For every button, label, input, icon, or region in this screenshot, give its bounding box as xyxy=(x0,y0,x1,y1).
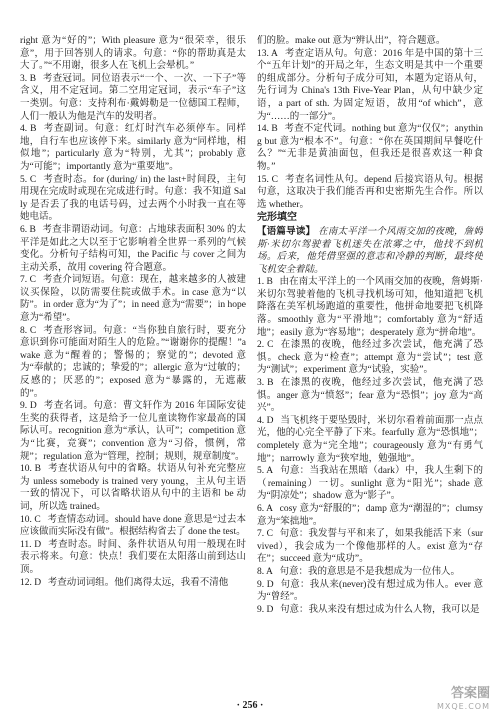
answer-number: 6. A xyxy=(257,503,273,514)
answer-explanation: 考查形容词。句意：“当你独自旅行时，要充分意识到你可能面对陌生人的危险。”“谢谢你的提醒！”awake 意为“醒着的；警惕的；察觉的”；devoted 意为“奉献的；忠诚的；挚爱的”；allergic 意为“过敏的；反感的；厌恶的”；exposed 意为“暴露的，无遮蔽的”。 xyxy=(20,325,246,399)
answer-number: 8. C xyxy=(20,325,37,336)
answer-number: 3. B xyxy=(20,73,37,84)
answer-explanation: right 意为“好的”；With pleasure 意为“很荣幸，很乐意”，用于回答别人的请求。句意：“你的帮助真是太大了。”“不用谢，很多人在飞机上会晕机。” xyxy=(20,36,246,72)
answer-number: 7. C xyxy=(20,275,37,286)
answer-explanation: 句意：我从来没有想过成为什么人物，我可以是 xyxy=(280,604,480,615)
answer-item xyxy=(20,123,246,173)
answer-number: 1. B xyxy=(257,277,273,288)
answer-explanation: 考查介词短语。句意：现在，越来越多的人被建议买保险，以防需要住院或做手术。in case 意为“以防”。in order 意为“为了”；in need 意为“需要”；in hope 意为“希望”。 xyxy=(20,275,246,324)
answer-number: 11. D xyxy=(20,539,42,550)
cloze-item xyxy=(257,579,483,604)
answer-number: 10. C xyxy=(20,514,41,525)
answer-item xyxy=(257,48,483,124)
answer-explanation: 考查副词。句意：红灯时汽车必须停车。同样地，自行车也应该停下来。similarly 意为“同样地，相似地”；particularly 意为“特别，尤其”；probably 意为“可能”；importantly 意为“重要地”。 xyxy=(20,124,246,172)
answer-number: 9. D xyxy=(257,579,274,590)
answer-item xyxy=(257,123,483,173)
site-watermark xyxy=(410,686,490,716)
answer-number: 4. B xyxy=(20,124,37,135)
answer-explanation: 考查冠词。同位语表示“一个、一次、一下子”等含义，用不定冠词。第二空用定冠词，表示“车子”这一类别。句意：支持利布·戴姆勒是一位德国工程师，人们一般认为他是汽车的发明者。 xyxy=(20,73,246,122)
answer-number: 14. B xyxy=(257,124,278,135)
answer-item xyxy=(20,539,246,577)
answer-explanation: 考查不定代词。nothing but 意为“仅仅”；anything but 意为“根本不”。句意：“你在英国期间早餐吃什么？”“无非是黄油面包，但我还是很喜欢这一种食物。” xyxy=(257,124,483,172)
answer-number: 2. C xyxy=(257,340,274,351)
cloze-item xyxy=(257,528,483,566)
answer-explanation: 考查非谓语动词。句意：占地球表面积 30% 的太平洋是如此之大以至于它影响着全世界一系列的气候变化。分析句子结构可知，the Pacific 与 cover 之间为主动关系，故用 covering 符合题意。 xyxy=(20,224,246,273)
answer-explanation: 考查名词。句意：曹文轩作为 2016 年国际安徒生奖的获得者，这是给予一位儿童读物作家最高的国际认可。recognition 意为“承认，认可”；competition 意为“比赛，竞赛”；convention 意为“习俗，惯例，常规”；regulation 意为“管理，控制；规则，规章制度”。 xyxy=(20,401,246,462)
watermark-site: MXQE.COM xyxy=(436,702,490,711)
answer-explanation: 当飞机终于要坠毁时，米切尔看着前面那一点点光，他的心完全平静了下来。fearfully 意为“恐惧地”；completely 意为“完全地”；courageously 意为“有勇气地”；narrowly 意为“狭窄地，勉强地”。 xyxy=(257,415,483,464)
cloze-item xyxy=(257,503,483,528)
cloze-item xyxy=(257,415,483,465)
answer-explanation: 考查情态动词。should have done 意思是“过去本应该做而实际没有做”。根据结构省去了 done the test。 xyxy=(20,514,246,538)
left-column xyxy=(20,35,246,695)
answer-explanation: 在漆黑的夜晚，他经过多次尝试，他充满了恐惧。anger 意为“愤怒”；fear 意为“恐惧”；joy 意为“高兴”。 xyxy=(257,378,483,414)
answer-explanation: 们的脸。make out 意为“辨认出”，符合题意。 xyxy=(257,36,446,46)
passage-guide-label: 【语篇导读】 xyxy=(257,226,316,237)
answer-explanation: 在漆黑的夜晚，他经过多次尝试，他充满了恐惧。check 意为“检查”；attempt 意为“尝试”；test 意为“测试”；experiment 意为“试验，实验”。 xyxy=(257,340,483,376)
answer-item xyxy=(20,400,246,463)
right-column xyxy=(257,35,483,695)
answer-item xyxy=(20,35,246,73)
section-heading: 完形填空 xyxy=(257,212,297,224)
cloze-item xyxy=(257,604,483,617)
cloze-item xyxy=(257,276,483,339)
answer-number: 9. D xyxy=(257,604,274,615)
answer-number: 6. B xyxy=(20,224,36,235)
cloze-item xyxy=(257,339,483,377)
answer-item xyxy=(257,174,483,212)
answer-explanation: 句意：我从来(never)没有想过成为伟人。ever 意为“曾经”。 xyxy=(257,579,483,603)
answer-explanation: 考查动词词组。他们离得太远，我看不清他 xyxy=(47,577,229,588)
answer-number: 12. D xyxy=(20,577,42,588)
answer-number: 7. C xyxy=(257,529,273,540)
answer-explanation: 考查时态。for (during/ in) the last+时间段，主句用现在完成时或现在完成进行时。句意：我不知道 Sally 是否丢了我的电话号码，过去两个小时我一直在等她电话。 xyxy=(20,174,246,223)
cloze-item xyxy=(257,465,483,503)
answer-explanation: 句意：我的意思是不是我想成为一位伟人。 xyxy=(279,566,460,577)
answer-number: 4. D xyxy=(257,415,274,426)
answer-explanation: 由在南太平洋上的一个风雨交加的夜晚，詹姆斯·米切尔驾驶着他的飞机寻找机场可知，他知道把飞机降落在美军机场跑道的重要性，他拼命地要把飞机降落。smoothly 意为“平滑地”；comfortably 意为“舒适地”；easily 意为“容易地”；desperately 意为“拼命地”。 xyxy=(257,277,483,338)
answer-explanation: 考查定语从句。句意：2016 年是中国的第十三个“五年计划”的开局之年，生态文明是其中一个重要的组成部分。分析句子成分可知，本题为定语从句，先行词为 China's 13th Five-Year Plan，从句中缺少定语，a part of sth. 为固定短语，故用“of which”，意为“……的一部分”。 xyxy=(257,48,483,122)
answer-number: 13. A xyxy=(257,48,278,59)
answer-item xyxy=(20,174,246,224)
answer-number: 9. D xyxy=(20,401,37,412)
answer-item xyxy=(20,224,246,274)
answer-number: 10. B xyxy=(20,464,42,475)
answer-explanation: 考查时态。时间、条件状语从句用一般现在时表示将来。句意：快点！我们要在太阳落山前到达山顶。 xyxy=(20,539,246,575)
answer-item xyxy=(20,73,246,123)
answer-explanation: 句意：我发誓与平和来了，如果我能活下来（survived），我会成为一个像他那样的人。exist 意为“存在”；succeed 意为“成功”。 xyxy=(257,529,483,565)
passage-guide-text: 在南太平洋一个风雨交加的夜晚，詹姆斯·米切尔驾驶着飞机迷失在浓雾之中，他找不到机场。后来，他凭借坚强的意志和冷静的判断，最终使飞机安全着陆。 xyxy=(257,226,483,275)
answer-number: 15. C xyxy=(257,174,278,185)
answer-explanation: 考查名词性从句。depend 后接宾语从句。根据句意，这取决于我们能否再和史密斯先生合作。所以选 whether。 xyxy=(257,174,483,210)
passage-guide xyxy=(257,226,483,276)
cloze-item xyxy=(257,377,483,415)
answer-number: 3. B xyxy=(257,378,274,389)
answer-explanation: 句意：当我站在黑暗（dark）中，我人生剩下的（remaining）一切。sunlight 意为“阳光”；shade 意为“阴凉处”；shadow 意为“影子”。 xyxy=(257,466,483,502)
answer-number: 8. A xyxy=(257,566,273,577)
page-number: · 256 · xyxy=(236,700,264,711)
answer-item xyxy=(20,325,246,401)
answer-item xyxy=(20,577,246,590)
answer-number: 5. C xyxy=(20,174,37,185)
answer-item xyxy=(257,35,483,48)
cloze-item xyxy=(257,566,483,579)
watermark-brand: 答案圈 xyxy=(450,686,490,701)
answer-number: 5. A xyxy=(257,466,274,477)
answer-item xyxy=(20,463,246,513)
answer-explanation: cosy 意为“舒服的”；damp 意为“潮湿的”；clumsy 意为“笨拙地”。 xyxy=(257,503,483,527)
answer-explanation: 考查状语从句中的省略。状语从句补充完整应为 unless somebody is trained very young，主从句主语一致的情况下，可以省略状语从句中的主语和 be 动词，所以选 trained。 xyxy=(20,464,246,512)
answer-item xyxy=(20,274,246,324)
answer-item xyxy=(20,514,246,539)
